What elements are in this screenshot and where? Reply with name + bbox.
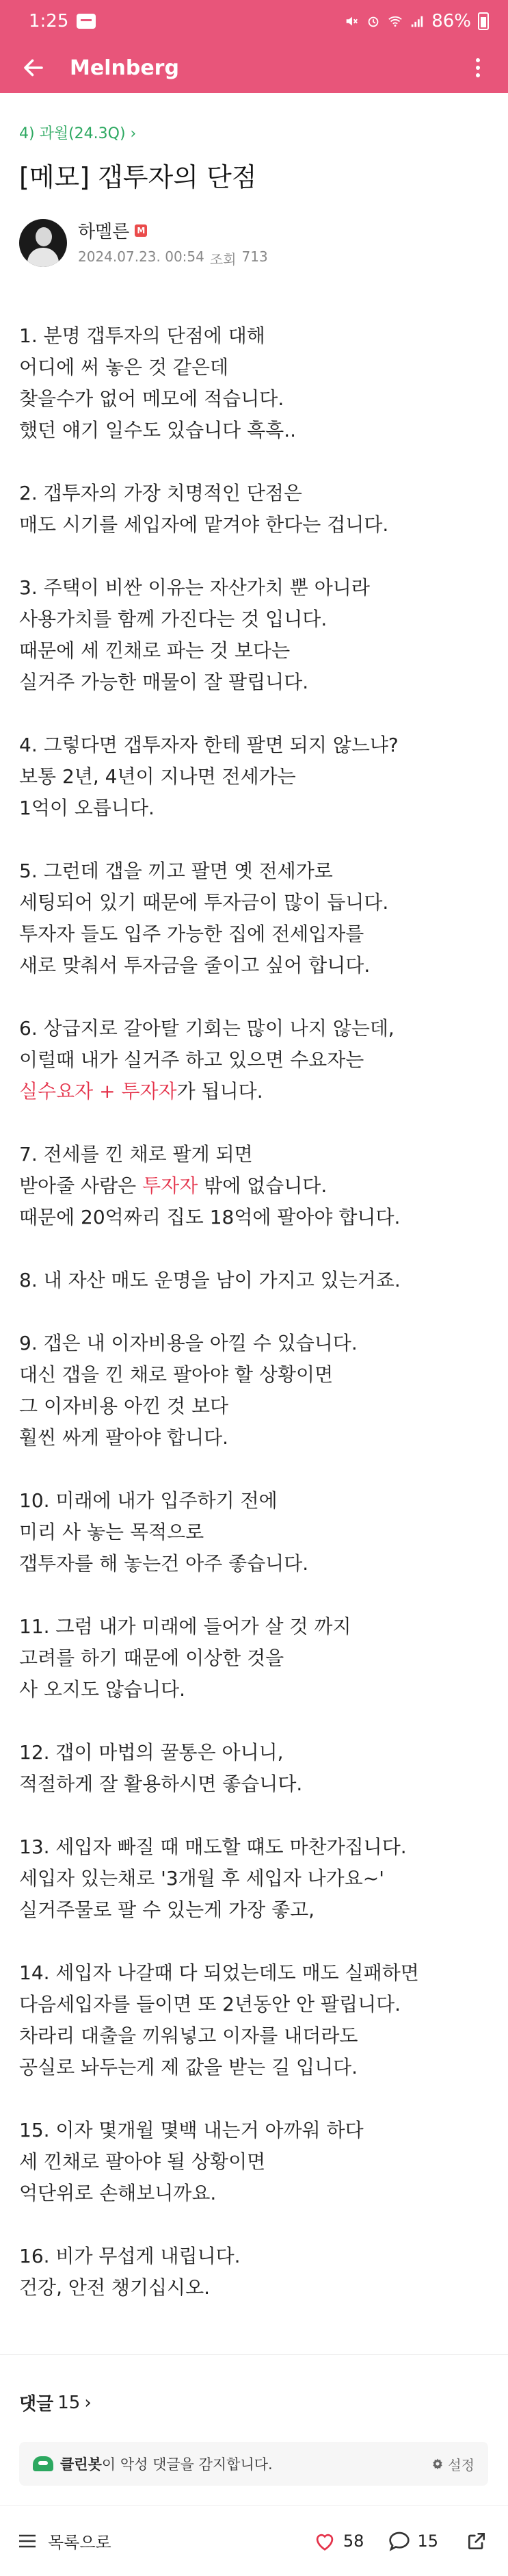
speech-bubble-icon bbox=[388, 2531, 410, 2551]
settings-label: 설정 bbox=[448, 2456, 474, 2473]
app-bar bbox=[0, 42, 508, 93]
comments-link[interactable] bbox=[19, 2390, 92, 2415]
like-count: 58 bbox=[343, 2531, 364, 2551]
paragraph-4 bbox=[19, 730, 491, 824]
highlight-text: 투자자 bbox=[142, 1174, 198, 1197]
body-line: 7. 전세를 낀 채로 팔게 되면 bbox=[19, 1143, 253, 1165]
body-line: 보통 2년, 4년이 지나면 전세가는 bbox=[19, 765, 296, 788]
paragraph-3 bbox=[19, 572, 491, 698]
divider bbox=[0, 2354, 508, 2355]
body-line: 갭투자를 해 놓는건 아주 좋습니다. bbox=[19, 1552, 309, 1575]
paragraph-11 bbox=[19, 1611, 491, 1705]
body-line: 실거주물로 팔 수 있는게 가장 좋고, bbox=[19, 1898, 315, 1921]
status-time: 1:25 bbox=[29, 11, 69, 31]
body-line: 훨씬 싸게 팔아야 합니다. bbox=[19, 1426, 229, 1449]
comment-count: 15 bbox=[417, 2531, 438, 2551]
body-line: 사용가치를 함께 가진다는 것 입니다. bbox=[19, 608, 327, 630]
body-line: 14. 세입자 나갈때 다 되었는데도 매도 실패하면 bbox=[19, 1961, 419, 1984]
body-line: 8. 내 자산 매도 운명을 남이 가지고 있는거죠. bbox=[19, 1269, 401, 1291]
body-line: 매도 시기를 세입자에 맡겨야 한다는 겁니다. bbox=[19, 513, 389, 536]
body-line: 미리 사 놓는 목적으로 bbox=[19, 1521, 204, 1543]
body-line: 때문에 20억짜리 집도 18억에 팔아야 합니다. bbox=[19, 1206, 401, 1228]
comment-button[interactable] bbox=[388, 2531, 438, 2551]
body-line: 16. 비가 무섭게 내립니다. bbox=[19, 2245, 241, 2267]
body-line: 사 오지도 않습니다. bbox=[19, 1678, 186, 1701]
body-line: 12. 갭이 마법의 꿀통은 아니니, bbox=[19, 1741, 284, 1764]
body-line: 1. 분명 갭투자의 단점에 대해 bbox=[19, 324, 265, 347]
paragraph-7 bbox=[19, 1139, 491, 1233]
body-line: 대신 갭을 낀 채로 팔아야 할 상황이면 bbox=[19, 1363, 334, 1386]
author-name-row bbox=[78, 218, 268, 243]
body-text: 가 됩니다. bbox=[176, 1080, 263, 1103]
author-avatar[interactable] bbox=[19, 219, 67, 267]
like-button[interactable] bbox=[313, 2531, 364, 2551]
body-line: 찾을수가 없어 메모에 적습니다. bbox=[19, 387, 284, 410]
body-line: 억단위로 손해보니까요. bbox=[19, 2182, 217, 2204]
cleanbot-settings-button[interactable] bbox=[431, 2454, 474, 2474]
more-vertical-icon bbox=[474, 57, 481, 79]
paragraph-8 bbox=[19, 1265, 491, 1296]
body-line: 실거주 가능한 매물이 잘 팔립니다. bbox=[19, 671, 309, 693]
body-line: 건강, 안전 챙기십시오. bbox=[19, 2276, 211, 2299]
wifi-icon bbox=[388, 14, 403, 29]
arrow-left-icon bbox=[21, 55, 46, 80]
body-line: 적절하게 잘 활용하시면 좋습니다. bbox=[19, 1773, 303, 1795]
status-bar bbox=[0, 0, 508, 42]
post-body bbox=[19, 320, 491, 2335]
body-line-mixed bbox=[19, 1076, 491, 1107]
paragraph-16 bbox=[19, 2241, 491, 2304]
body-line: 이럴때 내가 실거주 하고 있으면 수요자는 bbox=[19, 1048, 364, 1071]
cleanbot-icon bbox=[33, 2456, 53, 2471]
cleanbot-notice bbox=[19, 2442, 488, 2486]
body-line-mixed bbox=[19, 1170, 491, 1202]
body-line: 세입자 있는채로 '3개월 후 세입자 나가요~' bbox=[19, 1867, 384, 1890]
views-count: 713 bbox=[241, 248, 268, 265]
paragraph-15 bbox=[19, 2115, 491, 2209]
body-line: 어디에 써 놓은 것 같은데 bbox=[19, 356, 229, 378]
share-button[interactable] bbox=[463, 2527, 490, 2555]
cleanbot-message: 이 악성 댓글을 감지합니다. bbox=[101, 2456, 273, 2473]
cleanbot-name: 클린봇 bbox=[60, 2456, 102, 2473]
body-line: 3. 주택이 비싼 이유는 자산가치 뿐 아니라 bbox=[19, 576, 370, 599]
board-link[interactable] bbox=[19, 122, 136, 143]
body-line: 13. 세입자 빠질 때 매도할 떄도 마찬가집니다. bbox=[19, 1836, 407, 1858]
signal-icon bbox=[410, 14, 425, 29]
body-line: 15. 이자 몇개월 몇백 내는거 아까워 하다 bbox=[19, 2119, 364, 2141]
manager-badge-icon: M bbox=[135, 224, 147, 237]
mute-icon bbox=[344, 14, 359, 29]
paragraph-1 bbox=[19, 320, 491, 446]
back-to-list-button[interactable] bbox=[18, 2529, 313, 2553]
body-text: 밖에 없습니다. bbox=[198, 1174, 327, 1197]
body-line: 공실로 놔두는게 제 값을 받는 길 입니다. bbox=[19, 2056, 358, 2078]
battery-percent: 86% bbox=[431, 11, 471, 31]
body-line: 1억이 오릅니다. bbox=[19, 797, 155, 819]
author-row bbox=[19, 218, 268, 268]
chevron-right-icon: › bbox=[84, 2392, 92, 2413]
paragraph-6 bbox=[19, 1013, 491, 1107]
paragraph-13 bbox=[19, 1831, 491, 1926]
cleanbot-text bbox=[60, 2453, 431, 2474]
comments-count: 15 bbox=[57, 2392, 81, 2413]
list-label: 목록으로 bbox=[48, 2533, 111, 2552]
paragraph-2 bbox=[19, 478, 491, 541]
alarm-icon bbox=[366, 14, 381, 29]
author-info bbox=[78, 218, 268, 268]
cafe-title: Melnberg bbox=[70, 55, 179, 80]
body-line: 6. 상급지로 갈아탈 기회는 많이 나지 않는데, bbox=[19, 1017, 395, 1040]
battery-icon bbox=[478, 12, 489, 30]
paragraph-9 bbox=[19, 1328, 491, 1454]
body-line: 그 이자비용 아낀 것 보다 bbox=[19, 1395, 229, 1417]
body-line: 때문에 세 낀채로 파는 것 보다는 bbox=[19, 639, 291, 662]
status-right bbox=[344, 11, 489, 31]
body-line: 5. 그런데 갭을 끼고 팔면 옛 전세가로 bbox=[19, 860, 333, 882]
body-line: 투자자 들도 입주 가능한 집에 전세입자를 bbox=[19, 923, 364, 945]
body-line: 고려를 하기 때문에 이상한 것을 bbox=[19, 1647, 284, 1669]
comments-label: 댓글 bbox=[19, 2394, 54, 2414]
list-icon bbox=[18, 2533, 37, 2549]
paragraph-12 bbox=[19, 1737, 491, 1800]
body-line: 세 낀채로 팔아야 될 상황이면 bbox=[19, 2150, 266, 2173]
gear-icon bbox=[431, 2458, 444, 2470]
post-title: [메모] 갭투자의 단점 bbox=[19, 162, 257, 192]
bottom-bar bbox=[0, 2505, 508, 2576]
heart-icon bbox=[313, 2531, 336, 2551]
body-line: 11. 그럼 내가 미래에 들어가 살 것 까지 bbox=[19, 1615, 351, 1638]
chevron-right-icon: › bbox=[130, 125, 137, 142]
body-line: 새로 맞춰서 투자금을 줄이고 싶어 합니다. bbox=[19, 954, 371, 977]
body-line: 4. 그렇다면 갭투자자 한테 팔면 되지 않느냐? bbox=[19, 734, 399, 756]
status-left bbox=[29, 11, 96, 31]
more-options-button[interactable] bbox=[464, 51, 492, 85]
highlight-text: 실수요자 + 투자자 bbox=[19, 1080, 177, 1103]
body-line: 10. 미래에 내가 입주하기 전에 bbox=[19, 1489, 278, 1512]
share-icon bbox=[466, 2530, 487, 2552]
body-line: 차라리 대출을 끼워넣고 이자를 내더라도 bbox=[19, 2024, 358, 2047]
body-line: 세팅되어 있기 때문에 투자금이 많이 듭니다. bbox=[19, 891, 389, 914]
body-text: 받아줄 사람은 bbox=[19, 1174, 143, 1197]
message-notification-icon bbox=[77, 14, 96, 29]
paragraph-5 bbox=[19, 855, 491, 981]
views-label: 조회 bbox=[209, 251, 237, 268]
body-line: 9. 갭은 내 이자비용을 아낄 수 있습니다. bbox=[19, 1332, 358, 1354]
body-line: 다음세입자를 들이면 또 2년동안 안 팔립니다. bbox=[19, 1993, 401, 2015]
post-date: 2024.07.23. 00:54 bbox=[78, 248, 204, 265]
paragraph-14 bbox=[19, 1957, 491, 2083]
body-line: 했던 얘기 일수도 있습니다 흑흑.. bbox=[19, 419, 297, 441]
board-name: 4) 과월(24.3Q) bbox=[19, 125, 126, 142]
paragraph-10 bbox=[19, 1485, 491, 1580]
body-line: 2. 갭투자의 가장 치명적인 단점은 bbox=[19, 482, 302, 504]
author-name[interactable]: 하멜른 bbox=[78, 222, 130, 242]
post-meta bbox=[78, 248, 268, 268]
back-button[interactable] bbox=[16, 51, 51, 85]
